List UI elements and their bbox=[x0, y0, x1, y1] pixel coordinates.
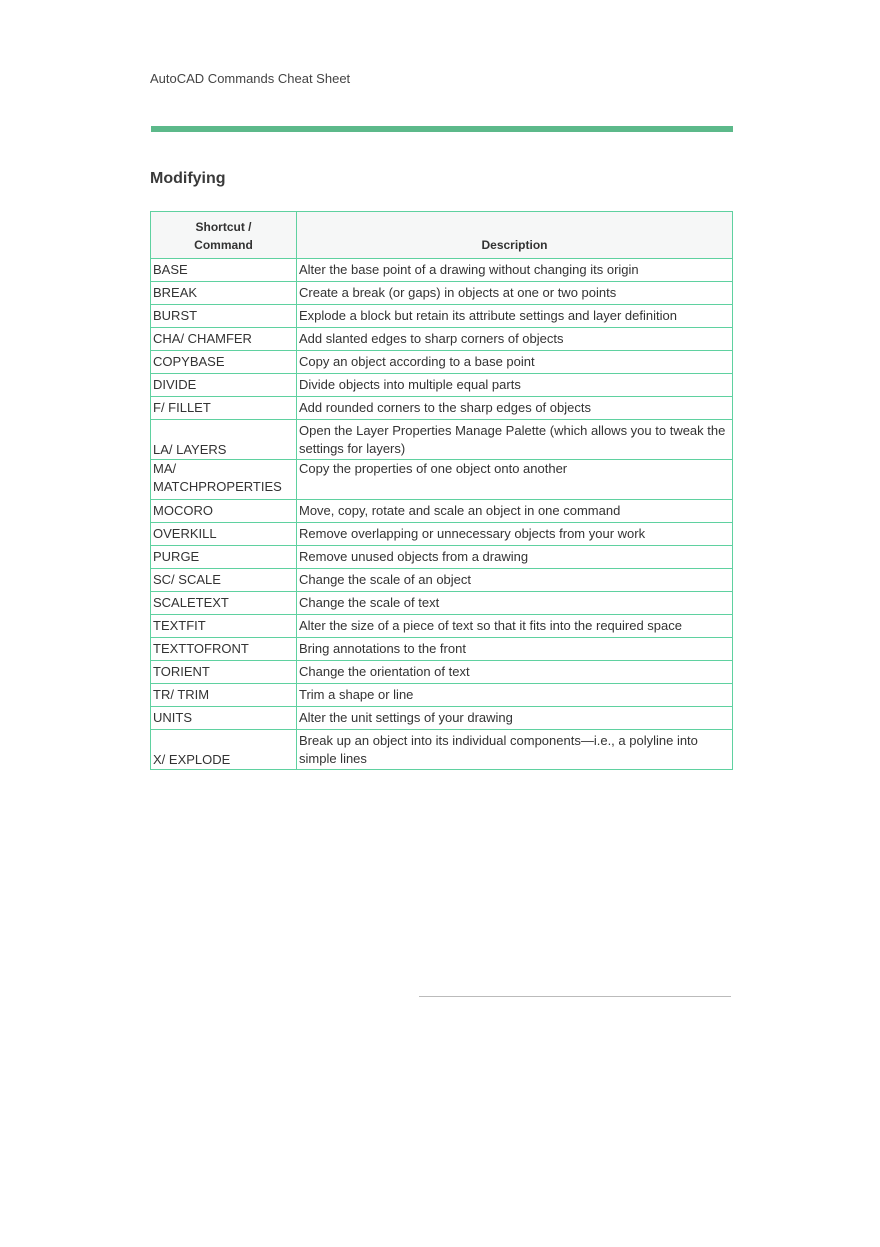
description-cell: Trim a shape or line bbox=[297, 684, 733, 707]
table-row bbox=[151, 684, 733, 707]
description-cell: Alter the size of a piece of text so that it fits into the required space bbox=[297, 615, 733, 638]
command-cell: BREAK bbox=[151, 282, 297, 305]
column-header-description: Description bbox=[297, 212, 733, 259]
table-row bbox=[151, 420, 733, 460]
table-row bbox=[151, 282, 733, 305]
command-cell: TORIENT bbox=[151, 661, 297, 684]
table-row bbox=[151, 374, 733, 397]
description-cell: Divide objects into multiple equal parts bbox=[297, 374, 733, 397]
command-cell: TR/ TRIM bbox=[151, 684, 297, 707]
table-row bbox=[151, 328, 733, 351]
command-cell: TEXTFIT bbox=[151, 615, 297, 638]
command-cell: TEXTTOFRONT bbox=[151, 638, 297, 661]
command-cell: OVERKILL bbox=[151, 523, 297, 546]
table-row bbox=[151, 592, 733, 615]
description-cell: Remove unused objects from a drawing bbox=[297, 546, 733, 569]
table-row bbox=[151, 707, 733, 730]
description-cell: Create a break (or gaps) in objects at one or two points bbox=[297, 282, 733, 305]
description-cell: Bring annotations to the front bbox=[297, 638, 733, 661]
description-cell: Break up an object into its individual components—i.e., a polyline into simple lines bbox=[297, 730, 733, 770]
table-row bbox=[151, 638, 733, 661]
table-row bbox=[151, 523, 733, 546]
command-cell: BURST bbox=[151, 305, 297, 328]
command-cell: F/ FILLET bbox=[151, 397, 297, 420]
description-cell: Move, copy, rotate and scale an object in one command bbox=[297, 500, 733, 523]
description-cell: Change the scale of text bbox=[297, 592, 733, 615]
table-row bbox=[151, 305, 733, 328]
description-cell: Open the Layer Properties Manage Palette (which allows you to tweak the settings for layers) bbox=[297, 420, 733, 460]
command-cell: COPYBASE bbox=[151, 351, 297, 374]
command-cell: SC/ SCALE bbox=[151, 569, 297, 592]
command-cell: X/ EXPLODE bbox=[151, 730, 297, 770]
table-row bbox=[151, 615, 733, 638]
column-header-line: Shortcut / bbox=[195, 220, 252, 234]
table-row bbox=[151, 661, 733, 684]
column-header-command bbox=[151, 212, 297, 259]
description-cell: Change the scale of an object bbox=[297, 569, 733, 592]
table-row bbox=[151, 259, 733, 282]
description-cell: Add slanted edges to sharp corners of objects bbox=[297, 328, 733, 351]
table-row bbox=[151, 569, 733, 592]
header-divider bbox=[151, 126, 733, 132]
command-cell: CHA/ CHAMFER bbox=[151, 328, 297, 351]
table-header-row bbox=[151, 212, 733, 259]
table-row bbox=[151, 351, 733, 374]
section-title: Modifying bbox=[150, 170, 226, 187]
description-cell: Alter the base point of a drawing without changing its origin bbox=[297, 259, 733, 282]
footer-divider bbox=[419, 996, 731, 997]
description-cell: Copy the properties of one object onto another bbox=[297, 460, 733, 500]
command-cell: MA/ MATCHPROPERTIES bbox=[151, 460, 297, 500]
command-cell: UNITS bbox=[151, 707, 297, 730]
table-row bbox=[151, 500, 733, 523]
table-row bbox=[151, 460, 733, 500]
description-cell: Copy an object according to a base point bbox=[297, 351, 733, 374]
description-cell: Explode a block but retain its attribute settings and layer definition bbox=[297, 305, 733, 328]
command-cell: BASE bbox=[151, 259, 297, 282]
table-row bbox=[151, 397, 733, 420]
column-header-line: Command bbox=[194, 238, 253, 252]
document-header: AutoCAD Commands Cheat Sheet bbox=[150, 71, 351, 86]
command-cell: SCALETEXT bbox=[151, 592, 297, 615]
table-row bbox=[151, 730, 733, 770]
command-cell: MOCORO bbox=[151, 500, 297, 523]
description-cell: Remove overlapping or unnecessary objects from your work bbox=[297, 523, 733, 546]
description-cell: Alter the unit settings of your drawing bbox=[297, 707, 733, 730]
commands-table bbox=[150, 211, 733, 770]
description-cell: Change the orientation of text bbox=[297, 661, 733, 684]
command-cell: DIVIDE bbox=[151, 374, 297, 397]
description-cell: Add rounded corners to the sharp edges of objects bbox=[297, 397, 733, 420]
command-cell: LA/ LAYERS bbox=[151, 420, 297, 460]
command-cell: PURGE bbox=[151, 546, 297, 569]
table-row bbox=[151, 546, 733, 569]
